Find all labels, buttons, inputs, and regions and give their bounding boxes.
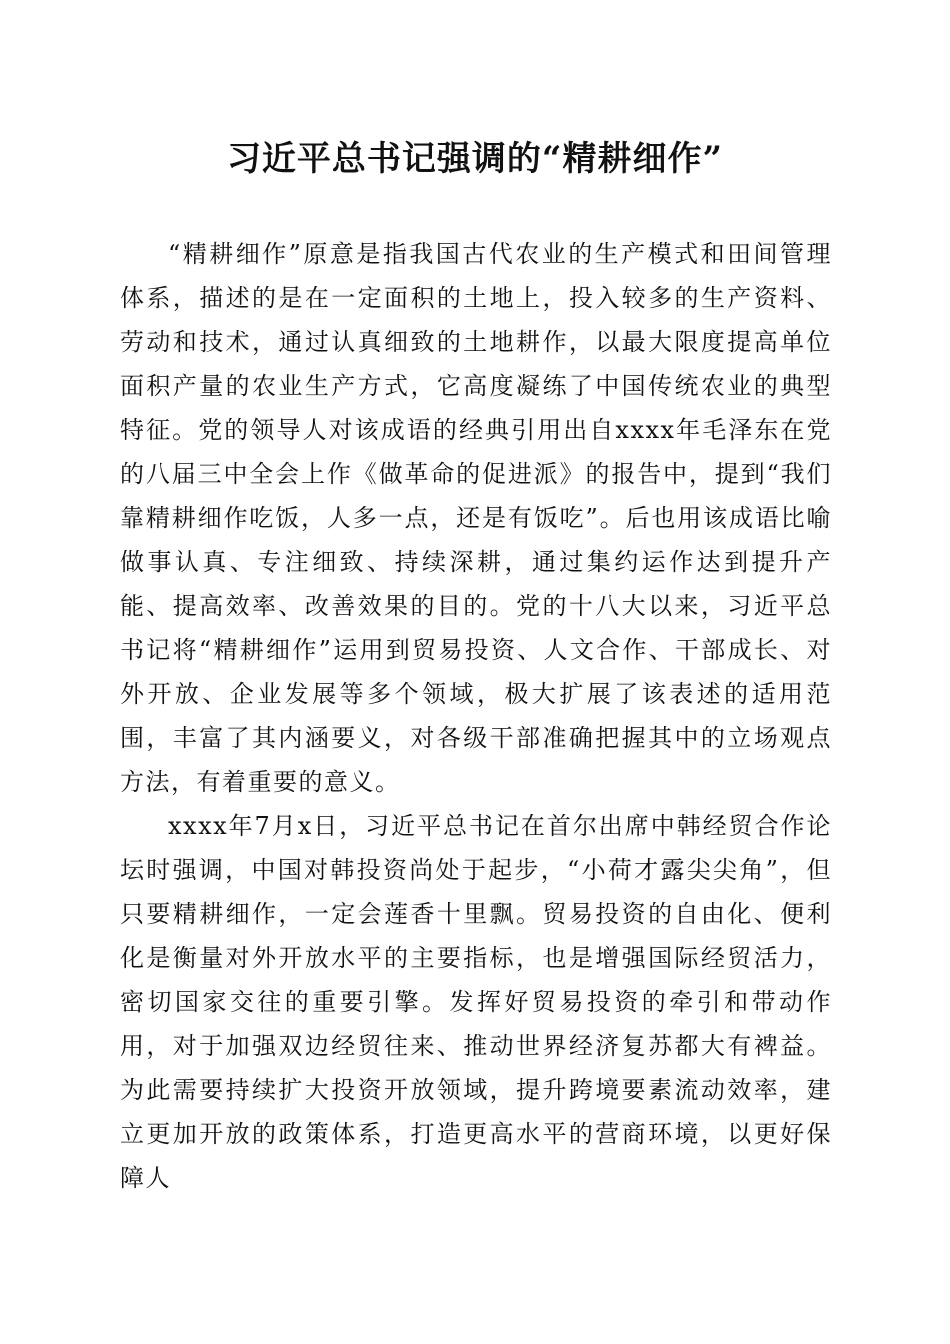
document-title: 习近平总书记强调的“精耕细作” [226, 139, 724, 179]
paragraph-2: xxxx年7月x日，习近平总书记在首尔出席中韩经贸合作论坛时强调，中国对韩投资尚处于起步，“小荷才露尖尖角”，但只要精耕细作，一定会莲香十里飘。贸易投资的自由化、便利化是衡量对外开放水平的主要指标，也是增强国际经贸活力，密切国家交往的重要引擎。发挥好贸易投资的牵引和带动作用，对于加强双边经贸往来、推动世界经济复苏都大有裨益。为此需要持续扩大投资开放领域，提升跨境要素流动效率，建立更加开放的政策体系，打造更高水平的营商环境，以更好保障人 [120, 812, 832, 1192]
document-body [120, 232, 832, 1200]
paragraph-1: “精耕细作”原意是指我国古代农业的生产模式和田间管理体系，描述的是在一定面积的土地上，投入较多的生产资料、劳动和技术，通过认真细致的土地耕作，以最大限度提高单位面积产量的农业生产方式，它高度凝练了中国传统农业的典型特征。党的领导人对该成语的经典引用出自xxxx年毛泽东在党的八届三中全会上作《做革命的促进派》的报告中，提到“我们靠精耕细作吃饭，人多一点，还是有饭吃”。后也用该成语比喻做事认真、专注细致、持续深耕，通过集约运作达到提升产能、提高效率、改善效果的目的。党的十八大以来，习近平总书记将“精耕细作”运用到贸易投资、人文合作、干部成长、对外开放、企业发展等多个领域，极大扩展了该表述的适用范围，丰富了其内涵要义，对各级干部准确把握其中的立场观点方法，有着重要的意义。 [120, 240, 832, 796]
